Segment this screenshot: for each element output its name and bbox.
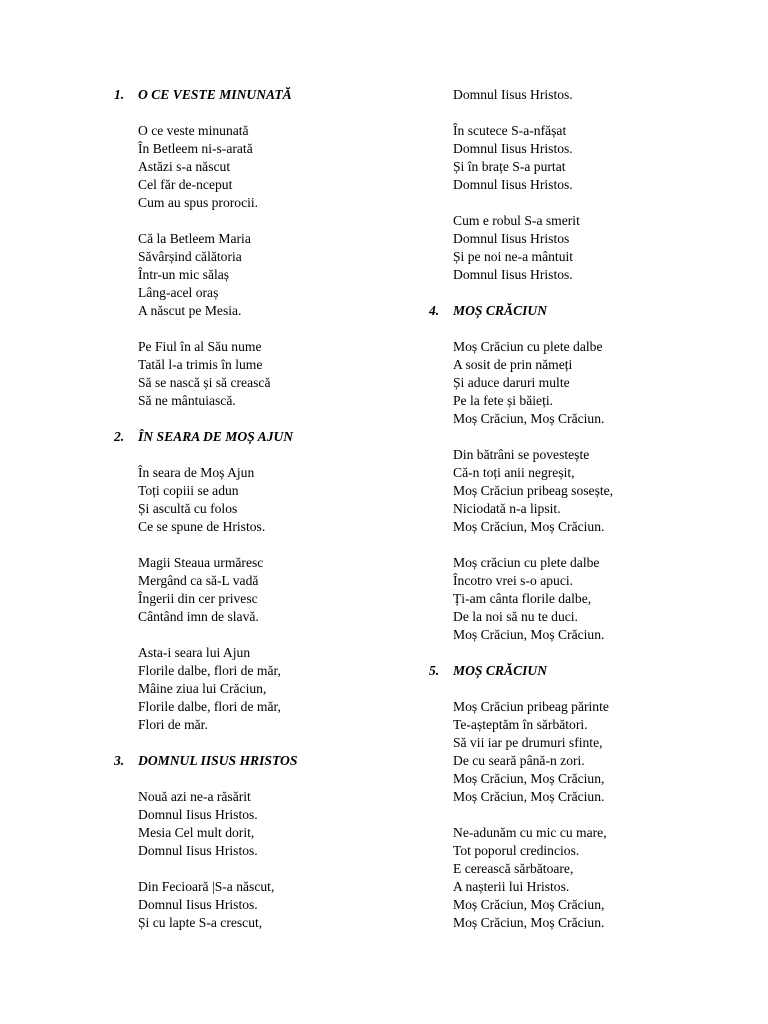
verse xyxy=(138,464,414,536)
lyric-line: Domnul Iisus Hristos. xyxy=(453,267,573,282)
lyric-line: Pe la fete și băieți. xyxy=(453,393,554,408)
verse xyxy=(138,122,414,212)
lyric-line: Domnul Iisus Hristos. xyxy=(138,897,258,912)
verse xyxy=(138,338,414,410)
lyric-line: Domnul Iisus Hristos. xyxy=(138,843,258,858)
verse xyxy=(138,788,414,860)
lyric-line: Moș Crăciun cu plete dalbe xyxy=(453,339,603,354)
song-title: MOȘ CRĂCIUN xyxy=(453,663,548,678)
lyric-line: Ți-am cânta florile dalbe, xyxy=(453,591,592,606)
lyric-line: Să se nască și să crească xyxy=(138,375,271,390)
song-heading xyxy=(429,662,749,680)
lyric-line: Moș Crăciun, Moș Crăciun. xyxy=(453,915,605,930)
lyric-line: Și în brațe S-a purtat xyxy=(453,159,566,174)
lyric-line: Florile dalbe, flori de măr, xyxy=(138,663,281,678)
lyric-line: Îngerii din cer privesc xyxy=(138,591,258,606)
lyric-line: Niciodată n-a lipsit. xyxy=(453,501,561,516)
lyric-line: Și cu lapte S-a crescut, xyxy=(138,915,263,930)
lyric-line: A sosit de prin nămeți xyxy=(453,357,573,372)
lyric-line: A născut pe Mesia. xyxy=(138,303,242,318)
lyric-line: Și ascultă cu folos xyxy=(138,501,238,516)
lyric-line: Astăzi s-a născut xyxy=(138,159,231,174)
verse xyxy=(453,86,749,104)
lyric-line: Flori de măr. xyxy=(138,717,208,732)
song-title: O CE VESTE MINUNATĂ xyxy=(138,87,292,102)
lyric-line: De cu seară până-n zori. xyxy=(453,753,585,768)
lyric-line: Și pe noi ne-a mântuit xyxy=(453,249,574,264)
lyric-line: Magii Steaua urmăresc xyxy=(138,555,264,570)
lyric-line: În Betleem ni-s-arată xyxy=(138,141,253,156)
lyric-line: Să vii iar pe drumuri sfinte, xyxy=(453,735,603,750)
verse xyxy=(453,212,749,284)
lyric-line: Domnul Iisus Hristos. xyxy=(138,807,258,822)
lyric-line: Tot poporul credincios. xyxy=(453,843,580,858)
verse xyxy=(453,824,749,932)
song-heading xyxy=(114,428,414,446)
song-heading xyxy=(114,86,414,104)
verse xyxy=(138,644,414,734)
lyric-line: Moș Crăciun, Moș Crăciun, xyxy=(453,897,605,912)
lyric-line: Moș Crăciun, Moș Crăciun. xyxy=(453,627,605,642)
lyric-line: Toți copiii se adun xyxy=(138,483,239,498)
lyric-line: Te-așteptăm în sărbători. xyxy=(453,717,588,732)
lyric-line: Încotro vrei s-o apuci. xyxy=(453,573,574,588)
lyric-line: Să ne mântuiască. xyxy=(138,393,236,408)
song-number: 2. xyxy=(114,429,125,444)
song-heading xyxy=(114,752,414,770)
song-number: 4. xyxy=(429,303,440,318)
lyric-line: Săvârșind călătoria xyxy=(138,249,242,264)
song-title: ÎN SEARA DE MOȘ AJUN xyxy=(138,429,294,444)
lyric-line: Moș Crăciun, Moș Crăciun. xyxy=(453,411,605,426)
lyric-line: Ce se spune de Hristos. xyxy=(138,519,266,534)
song-number: 1. xyxy=(114,87,125,102)
lyric-line: A nașterii lui Hristos. xyxy=(453,879,570,894)
lyric-line: E cerească sărbătoare, xyxy=(453,861,574,876)
lyric-line: De la noi să nu te duci. xyxy=(453,609,578,624)
song-number: 5. xyxy=(429,663,440,678)
lyric-line: Moș Crăciun, Moș Crăciun, xyxy=(453,771,605,786)
song-title: MOȘ CRĂCIUN xyxy=(453,303,548,318)
lyric-line: Moș Crăciun pribeag sosește, xyxy=(453,483,614,498)
lyric-line: Moș Crăciun, Moș Crăciun. xyxy=(453,789,605,804)
lyric-line: Mesia Cel mult dorit, xyxy=(138,825,255,840)
lyric-line: Și aduce daruri multe xyxy=(453,375,570,390)
lyric-line: Asta-i seara lui Ajun xyxy=(138,645,251,660)
verse xyxy=(453,338,749,428)
lyric-line: Din Fecioară |S-a născut, xyxy=(138,879,275,894)
lyric-line: Că la Betleem Maria xyxy=(138,231,251,246)
verse xyxy=(138,230,414,320)
verse xyxy=(138,554,414,626)
lyric-line: Moș Crăciun pribeag părinte xyxy=(453,699,609,714)
lyric-line: Tatăl l-a trimis în lume xyxy=(138,357,263,372)
lyric-line: Mâine ziua lui Crăciun, xyxy=(138,681,267,696)
lyric-line: Lâng-acel oraș xyxy=(138,285,219,300)
lyric-line: Pe Fiul în al Său nume xyxy=(138,339,262,354)
lyric-line: Cântând imn de slavă. xyxy=(138,609,259,624)
verse xyxy=(453,554,749,644)
verse xyxy=(138,878,414,932)
lyric-line: Domnul Iisus Hristos xyxy=(453,231,570,246)
lyric-line: Nouă azi ne-a răsărit xyxy=(138,789,251,804)
right-column xyxy=(429,86,749,950)
lyric-line: Cum e robul S-a smerit xyxy=(453,213,580,228)
lyric-line: Mergând ca să-L vadă xyxy=(138,573,259,588)
lyric-line: Că-n toți anii negreșit, xyxy=(453,465,575,480)
lyric-line: Cum au spus prorocii. xyxy=(138,195,259,210)
lyric-line: Florile dalbe, flori de măr, xyxy=(138,699,281,714)
lyric-line: În scutece S-a-nfășat xyxy=(453,123,567,138)
lyric-line: Moș Crăciun, Moș Crăciun. xyxy=(453,519,605,534)
lyric-line: O ce veste minunată xyxy=(138,123,249,138)
lyric-line: Într-un mic sălaș xyxy=(138,267,230,282)
lyric-line: Ne-adunăm cu mic cu mare, xyxy=(453,825,607,840)
song-heading xyxy=(429,302,749,320)
lyric-line: Domnul Iisus Hristos. xyxy=(453,87,573,102)
lyric-line: În seara de Moș Ajun xyxy=(138,465,255,480)
lyric-line: Moș crăciun cu plete dalbe xyxy=(453,555,600,570)
verse xyxy=(453,122,749,194)
song-number: 3. xyxy=(114,753,125,768)
verse xyxy=(453,446,749,536)
song-title: DOMNUL IISUS HRISTOS xyxy=(138,753,298,768)
lyric-line: Domnul Iisus Hristos. xyxy=(453,177,573,192)
left-column xyxy=(114,86,414,950)
verse xyxy=(453,698,749,806)
lyric-line: Din bătrâni se povestește xyxy=(453,447,590,462)
lyric-line: Cel făr de-nceput xyxy=(138,177,233,192)
lyric-line: Domnul Iisus Hristos. xyxy=(453,141,573,156)
